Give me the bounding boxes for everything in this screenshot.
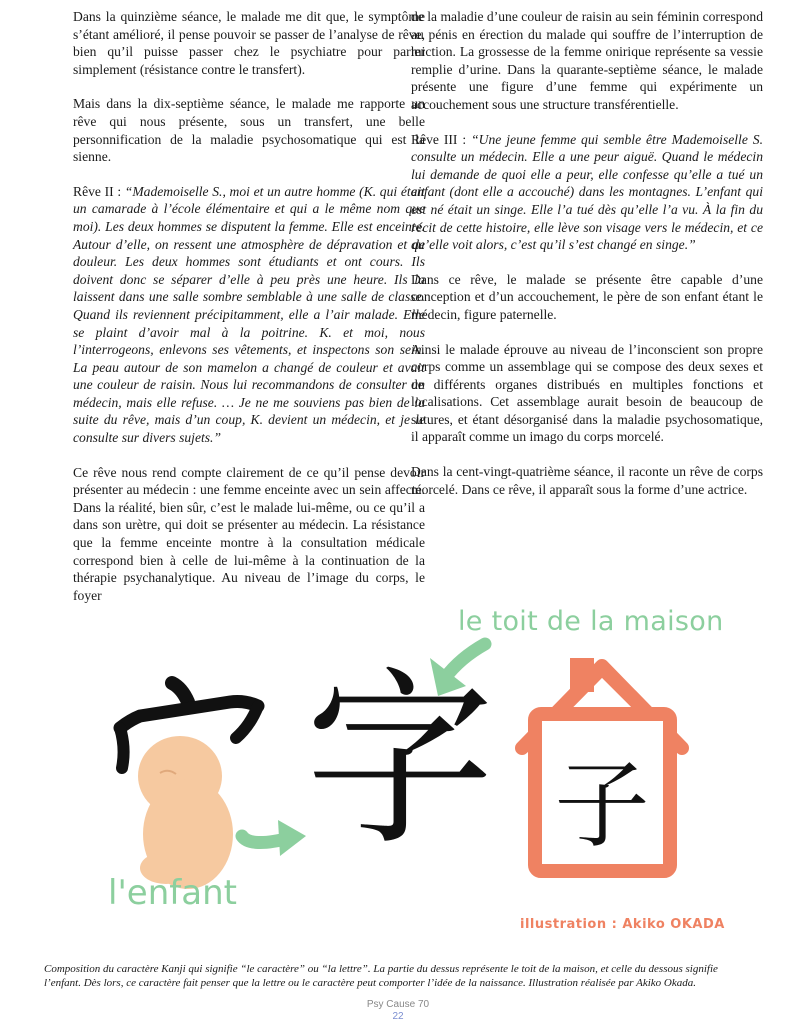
dream-text: “Une jeune femme qui semble être Mademoiselle S. consulte un médecin. Elle a une peur aiguë. Quand le médecin lui demande de quoi elle a peur, elle confesse qu’elle a tué un enfant (dont elle a accouché) dans les montagnes. L’enfant qui est né était un singe. Elle l’a tué dès qu’elle l’a vu. À la fin du récit de cette histoire, elle lève son visage vers le médecin, et ce qu’elle voit alors, c’est qu’il s’est changé en singe.” — [411, 131, 764, 253]
dream-lead: Rêve III : — [411, 131, 472, 147]
dream-text: “Mademoiselle S., moi et un autre homme (K. qui était un camarade à l’école élémentaire et qui a le même nom que moi). Les deux hommes se disputent la femme. Elle est enceinte. Autour d’elle, on ressent une atmosphère de dépravation et de douleur. Les deux hommes sont étudiants et ont cours. Ils doivent donc se séparer d’elle à peu près une heure. Ils la laissent dans une salle sombre semblable à une salle de classe. Quand ils reviennent précipitamment, elle a l’air malade. Elle se plaint d’avoir mal à la poitrine. K. et moi, nous l’interrogeons, enlevons ses vêtements, et inspectons son sein. La peau autour de son mamelon a changé de couleur et avait une couleur de raisin. Nous lui recommandons de consulter un médecin, mais elle refuse. … Je ne me souviens pas bien de la suite du rêve, mais d’un coup, K. devient un médecin, et je le consulte sur divers sujets.” — [73, 183, 425, 446]
dream-paragraph — [73, 183, 425, 447]
kanji-character: 字 — [304, 650, 496, 871]
paragraph: Ce rêve nous rend compte clairement de ce qu’il pense devoir présenter au médecin : une femme enceinte avec un sein affecté. Dans la réalité, bien sûr, c’est le malade lui-même, ou ce qu’il a dans son urètre, qui doit se présenter au médecin. La résistance que la femme enceinte montre à la consultation médicale correspond bien à celle de lui-même à la continuation de la thérapie psychanalytique. Au niveau de l’image du corps, le foyer — [73, 464, 425, 603]
paragraph: de la maladie d’une couleur de raisin au sein féminin correspond au pénis en érection du malade qui souffre de l’interruption de miction. La grossesse de la femme onirique représente sa vessie remplie d’urine. Dans la quarante-septième séance, le malade présente une figure d’une femme qui expérimente un accouchement sous une structure transférentielle. — [411, 9, 763, 112]
right-column — [411, 8, 763, 515]
figure-caption: Composition du caractère Kanji qui signifie “le caractère” ou “la lettre”. La partie du dessus représente le toit de la maison, et celle du dessous signifie l’enfant. Dès lors, ce caractère fait penser que la lettre ou le caractère peut comporter l’idée de la naissance. Illustration réalisée par Akiko Okada. — [44, 963, 718, 989]
paragraph: Ainsi le malade éprouve au niveau de l’inconscient son propre corps comme un assemblage qui se compose des deux sexes et de différents organes distribués en multiples fonctions et localisations. Cet assemblage aurait besoin de beaucoup de sutures, et étant désorganisé dans la maladie psychosomatique, il apparaît comme un imago du corps morcelé. — [411, 341, 763, 445]
kanji-child-character: 子 — [554, 751, 650, 861]
baby-drawing — [138, 736, 233, 889]
paragraph: Mais dans la dix-septième séance, le malade me rapporte un rêve qui nous présente, sous un transfert, une belle personnification de la maladie psychosomatique qui est la sienne. — [73, 96, 425, 165]
dream-paragraph — [411, 131, 763, 254]
left-column — [73, 8, 425, 621]
illustration-credit: illustration : Akiko OKADA — [520, 917, 725, 932]
dream-lead: Rêve II : — [73, 183, 125, 199]
journal-footer: Psy Cause 70 — [366, 999, 430, 1010]
arrow-to-child-icon — [242, 820, 306, 856]
paragraph: Dans ce rêve, le malade se présente être capable d’une conception et d’un accouchement, le père de son enfant étant le médecin, figure paternelle. — [411, 271, 763, 322]
page-number: 22 — [392, 1011, 404, 1022]
paragraph: Dans la quinzième séance, le malade me dit que, le symptôme s’étant amélioré, il pense pouvoir se passer de l’analyse de rêve, bien qu’il puisse passer chez le psychiatre pour parler simplement (résistance contre le transfert). — [73, 9, 425, 77]
paragraph: Dans la cent-vingt-quatrième séance, il raconte un rêve de corps morcelé. Dans ce rêve, il apparaît sous la forme d’une actrice. — [411, 464, 763, 497]
roof-label: le toit de la maison — [458, 606, 724, 637]
child-label: l'enfant — [108, 873, 237, 913]
